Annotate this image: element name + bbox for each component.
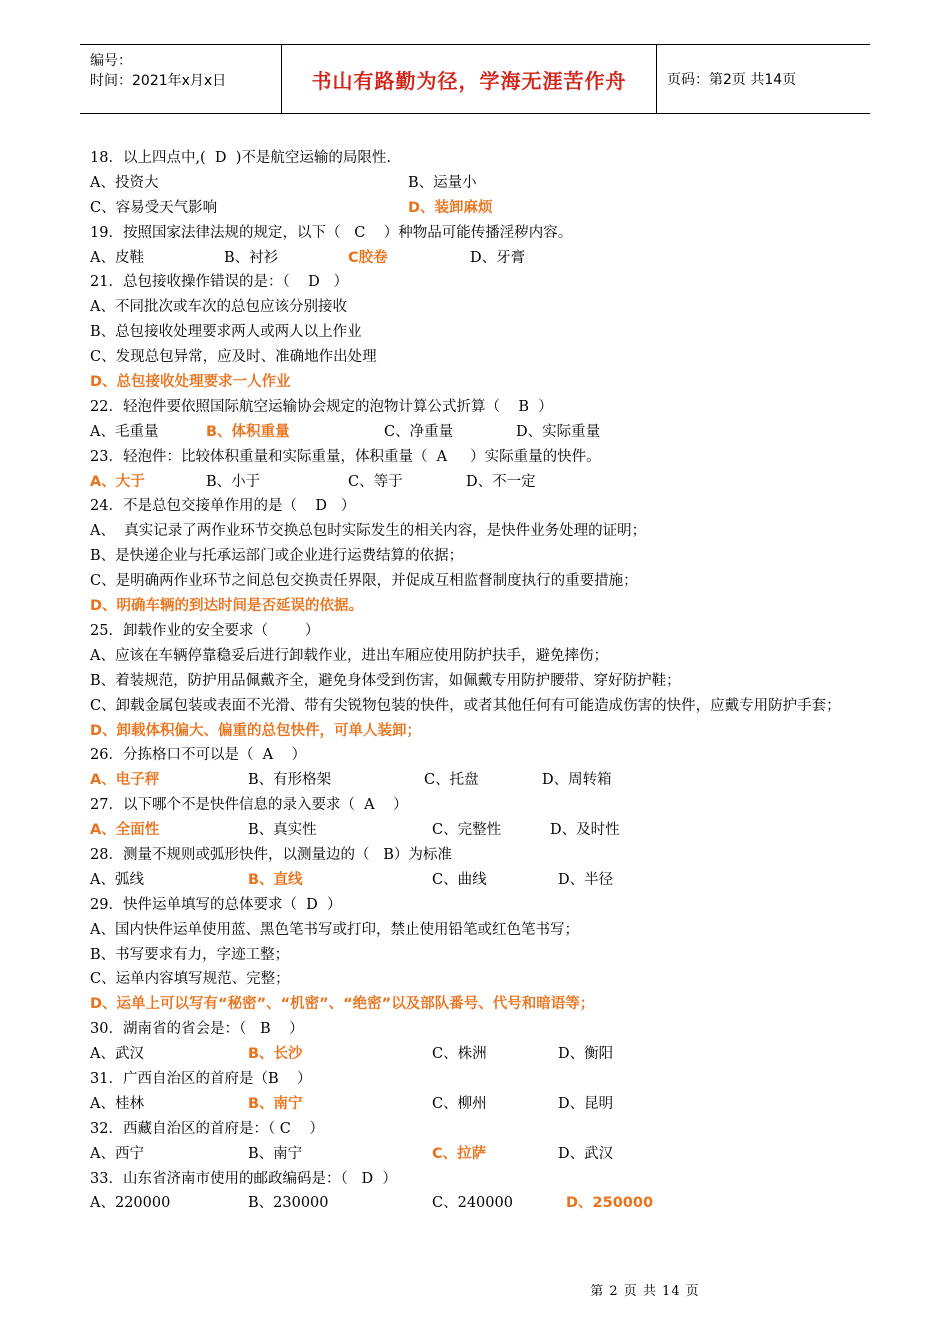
- option: D、不一定: [466, 473, 536, 490]
- question-text: 18．以上四点中,( D )不是航空运输的局限性.: [90, 150, 392, 166]
- option-row: [90, 1042, 865, 1067]
- option-row: [90, 345, 865, 370]
- question-text: 28．测量不规则或弧形快件，以测量边的（ B）为标准: [90, 846, 452, 863]
- time-label: 时间：2021年x月x日: [90, 73, 227, 89]
- question-text: 21．总包接收操作错误的是：（ D ）: [90, 274, 349, 291]
- answer-option: B、南宁: [248, 1095, 303, 1112]
- option: D、昆明: [558, 1095, 614, 1112]
- option: A、国内快件运单使用蓝、黑色笔书写或打印，禁止使用铅笔或红色笔书写；: [90, 921, 579, 938]
- question-text: 32．西藏自治区的首府是：（ C ）: [90, 1120, 324, 1137]
- option-row: [90, 569, 865, 594]
- answer-option: D、运单上可以写有“秘密”、“机密”、“绝密”以及部队番号、代号和暗语等；: [90, 996, 595, 1013]
- option: B、衬衫: [224, 249, 279, 266]
- option: B、真实性: [248, 822, 317, 839]
- answer-option: D、总包接收处理要求一人作业: [90, 374, 291, 391]
- option: B、总包接收处理要求两人或两人以上作业: [90, 324, 362, 341]
- question-text: 26．分拣格口不可以是（ A ）: [90, 747, 307, 764]
- option: D、实际重量: [516, 423, 601, 440]
- option: C、曲线: [432, 871, 487, 888]
- page-info: 页码：第2页 共14页: [667, 72, 797, 88]
- option: C、等于: [348, 473, 403, 490]
- question-text: 22．轻泡件要依照国际航空运输协会规定的泡物计算公式折算（ B ）: [90, 398, 553, 415]
- answer-option: C胶卷: [348, 249, 388, 266]
- option-row: [90, 768, 865, 793]
- option: D、衡阳: [558, 1046, 614, 1063]
- answer-option: B、体积重量: [206, 423, 290, 440]
- answer-option: D、明确车辆的到达时间是否延误的依据。: [90, 598, 364, 615]
- option-row: [90, 470, 865, 495]
- option-row: [90, 967, 865, 992]
- option: B、书写要求有力，字迹工整；: [90, 946, 290, 963]
- answer-option: A、大于: [90, 473, 145, 490]
- option: C、净重量: [384, 423, 454, 440]
- answer-option: D、装卸麻烦: [408, 199, 493, 216]
- answer-option: A、全面性: [90, 822, 160, 839]
- option-row: [90, 1191, 865, 1216]
- option-row: [90, 171, 865, 196]
- option-row: [90, 669, 865, 694]
- option: A、 真实记录了两作业环节交换总包时实际发生的相关内容，是快件业务处理的证明；: [90, 523, 647, 540]
- option-row: [90, 246, 865, 271]
- question-text: 27．以下哪个不是快件信息的录入要求（ A ）: [90, 797, 408, 814]
- option: D、周转箱: [542, 772, 612, 789]
- option: D、半径: [558, 871, 614, 888]
- option: A、弧线: [90, 871, 144, 888]
- number-label: 编号：: [90, 53, 132, 69]
- option: A、220000: [90, 1195, 171, 1212]
- option-row: [90, 918, 865, 943]
- option: A、不同批次或车次的总包应该分别接收: [90, 299, 347, 316]
- option: C、容易受天气影响: [90, 199, 218, 216]
- option: C、柳州: [432, 1095, 487, 1112]
- option-row: [90, 1092, 865, 1117]
- option: A、西宁: [90, 1145, 144, 1162]
- option-row: [90, 719, 865, 744]
- option-row: [90, 320, 865, 345]
- question-text: 29．快件运单填写的总体要求（ D ）: [90, 896, 342, 913]
- header-table: [80, 44, 870, 114]
- option: C、卸载金属包装或表面不光滑、带有尖锐物包装的快件，或者其他任何有可能造成伤害的快件，应戴专用防护手套；: [90, 697, 841, 714]
- option: C、完整性: [432, 822, 502, 839]
- page-footer: 第 2 页 共 14 页: [590, 1284, 700, 1299]
- answer-option: B、长沙: [248, 1046, 303, 1063]
- answer-option: B、直线: [248, 871, 303, 888]
- answer-option: D、250000: [566, 1195, 654, 1212]
- answer-option: A、电子秤: [90, 772, 160, 789]
- question-list: [90, 146, 865, 1216]
- answer-option: C、拉萨: [432, 1145, 487, 1162]
- option-row: [90, 519, 865, 544]
- option: D、及时性: [550, 822, 620, 839]
- option: B、有形格架: [248, 772, 332, 789]
- motto: 书山有路勤为径，学海无涯苦作舟: [282, 45, 657, 113]
- option: B、230000: [248, 1195, 329, 1212]
- option: D、武汉: [558, 1145, 614, 1162]
- question-text: 31．广西自治区的首府是（B ）: [90, 1070, 312, 1087]
- question-text: 19．按照国家法律法规的规定，以下（ C ）种物品可能传播淫秽内容。: [90, 224, 573, 241]
- question-text: 33．山东省济南市使用的邮政编码是：（ D ）: [90, 1170, 397, 1187]
- question-text: 25．卸载作业的安全要求（ ）: [90, 622, 320, 639]
- option: B、小于: [206, 473, 261, 490]
- option-row: [90, 943, 865, 968]
- option: C、株洲: [432, 1046, 487, 1063]
- option: C、240000: [432, 1195, 513, 1212]
- option: C、运单内容填写规范、完整；: [90, 971, 290, 988]
- header-meta-cell: [80, 45, 282, 113]
- option-row: [90, 1142, 865, 1167]
- option-row: [90, 295, 865, 320]
- option: A、皮鞋: [90, 249, 144, 266]
- option: A、毛重量: [90, 423, 159, 440]
- option: A、应该在车辆停靠稳妥后进行卸载作业，进出车厢应使用防护扶手，避免摔伤；: [90, 647, 608, 664]
- option: D、牙膏: [470, 249, 526, 266]
- option-row: [90, 818, 865, 843]
- option-row: [90, 694, 865, 719]
- option-row: [90, 992, 865, 1017]
- option: A、武汉: [90, 1046, 144, 1063]
- option-row: [90, 544, 865, 569]
- option: A、投资大: [90, 174, 159, 191]
- answer-option: D、卸载体积偏大、偏重的总包快件，可单人装卸；: [90, 722, 422, 739]
- option-row: [90, 594, 865, 619]
- option-row: [90, 196, 865, 221]
- option-row: [90, 868, 865, 893]
- option: C、是明确两作业环节之间总包交换责任界限，并促成互相监督制度执行的重要措施；: [90, 573, 638, 590]
- option: C、发现总包异常，应及时、准确地作出处理: [90, 349, 377, 366]
- option: A、桂林: [90, 1095, 144, 1112]
- option-row: [90, 420, 865, 445]
- option: B、着装规范，防护用品佩戴齐全，避免身体受到伤害，如佩戴专用防护腰带、穿好防护鞋；: [90, 672, 681, 689]
- option: B、是快递企业与托承运部门或企业进行运费结算的依据；: [90, 548, 464, 565]
- option-row: [90, 644, 865, 669]
- option: B、南宁: [248, 1145, 303, 1162]
- option-row: [90, 370, 865, 395]
- option: C、托盘: [424, 772, 479, 789]
- option: B、运量小: [408, 174, 477, 191]
- question-text: 23．轻泡件：比较体积重量和实际重量，体积重量（ A ）实际重量的快件。: [90, 448, 601, 465]
- question-text: 30．湖南省的省会是：（ B ）: [90, 1021, 304, 1038]
- question-text: 24．不是总包交接单作用的是（ D ）: [90, 498, 356, 515]
